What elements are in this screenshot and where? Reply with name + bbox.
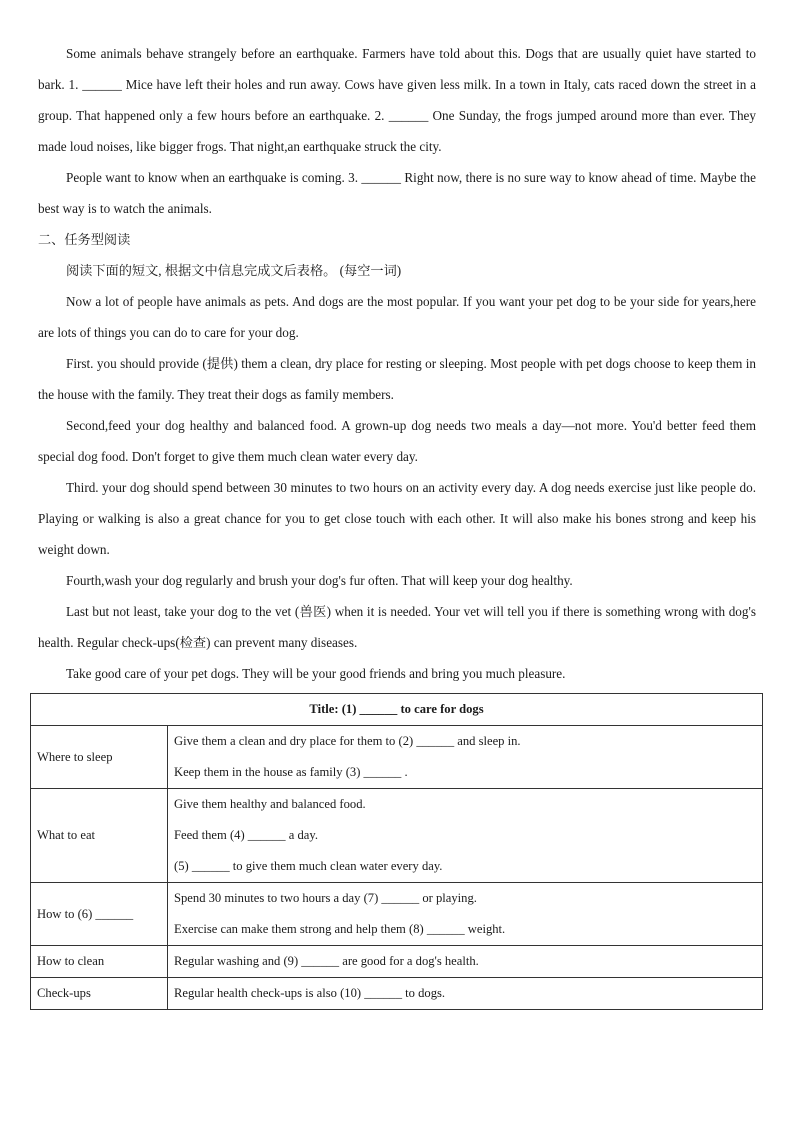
table-row	[31, 789, 763, 883]
task-table	[30, 693, 763, 1010]
row-label: How to (6) ______	[31, 883, 168, 946]
row-content	[168, 789, 763, 883]
row-line: Regular washing and (9) ______ are good for a dog's health.	[174, 954, 479, 968]
passage2-paragraph-2: First. you should provide (提供) them a clean, dry place for resting or sleeping. Most people with pet dogs choose to keep them in the house with the family. They treat their dogs as family members.	[38, 356, 756, 402]
table-title-row	[31, 694, 763, 726]
passage2-paragraph-3: Second,feed your dog healthy and balanced food. A grown-up dog needs two meals a day—not more. You'd better feed them special dog food. Don't forget to give them much clean water every day.	[38, 418, 756, 464]
document-page	[38, 38, 756, 689]
passage2-paragraph-6: Last but not least, take your dog to the vet (兽医) when it is needed. Your vet will tell you if there is something wrong with dog's health. Regular check-ups(检查) can prevent many diseases.	[38, 604, 756, 650]
row-line: Give them healthy and balanced food.	[174, 797, 366, 811]
row-content	[168, 726, 763, 789]
row-line: Give them a clean and dry place for them to (2) ______ and sleep in.	[174, 734, 521, 748]
table-title: Title: (1) ______ to care for dogs	[31, 694, 763, 726]
passage2-paragraph-1: Now a lot of people have animals as pets. And dogs are the most popular. If you want your pet dog to be your side for years,here are lots of things you can do to care for your dog.	[38, 294, 756, 340]
row-content	[168, 883, 763, 946]
passage1-paragraph-2: People want to know when an earthquake is coming. 3. ______ Right now, there is no sure way to know ahead of time. Maybe the best way is to watch the animals.	[38, 170, 756, 216]
section-instruction: 阅读下面的短文, 根据文中信息完成文后表格。 (每空一词)	[66, 263, 402, 278]
row-content	[168, 978, 763, 1010]
row-label: What to eat	[31, 789, 168, 883]
section-heading: 二、任务型阅读	[38, 232, 131, 247]
row-content	[168, 946, 763, 978]
row-line: (5) ______ to give them much clean water every day.	[174, 859, 443, 873]
row-line: Regular health check-ups is also (10) ______ to dogs.	[174, 986, 446, 1000]
table-row	[31, 726, 763, 789]
row-label: How to clean	[31, 946, 168, 978]
passage1-paragraph-1: Some animals behave strangely before an earthquake. Farmers have told about this. Dogs that are usually quiet have started to bark. 1. ______ Mice have left their holes and run away. Cows have given less milk. In a town in Italy, cats raced down the street in a group. That happened only a few hours before an earthquake. 2. ______ One Sunday, the frogs jumped around more than ever. They made loud noises, like bigger frogs. That night,an earthquake struck the city.	[38, 46, 756, 154]
row-line: Spend 30 minutes to two hours a day (7) ______ or playing.	[174, 891, 477, 905]
passage2-paragraph-5: Fourth,wash your dog regularly and brush your dog's fur often. That will keep your dog healthy.	[66, 573, 573, 588]
passage2-paragraph-4: Third. your dog should spend between 30 minutes to two hours on an activity every day. A dog needs exercise just like people do. Playing or walking is also a great chance for you to get close touch with each other. It will also make his bones strong and keep his weight down.	[38, 480, 756, 557]
table-row	[31, 883, 763, 946]
row-label: Check-ups	[31, 978, 168, 1010]
row-line: Feed them (4) ______ a day.	[174, 828, 318, 842]
table-row	[31, 946, 763, 978]
table-row	[31, 978, 763, 1010]
row-line: Exercise can make them strong and help them (8) ______ weight.	[174, 922, 506, 936]
row-line: Keep them in the house as family (3) ______ .	[174, 765, 408, 779]
row-label: Where to sleep	[31, 726, 168, 789]
passage2-paragraph-7: Take good care of your pet dogs. They will be your good friends and bring you much pleasure.	[66, 666, 566, 681]
